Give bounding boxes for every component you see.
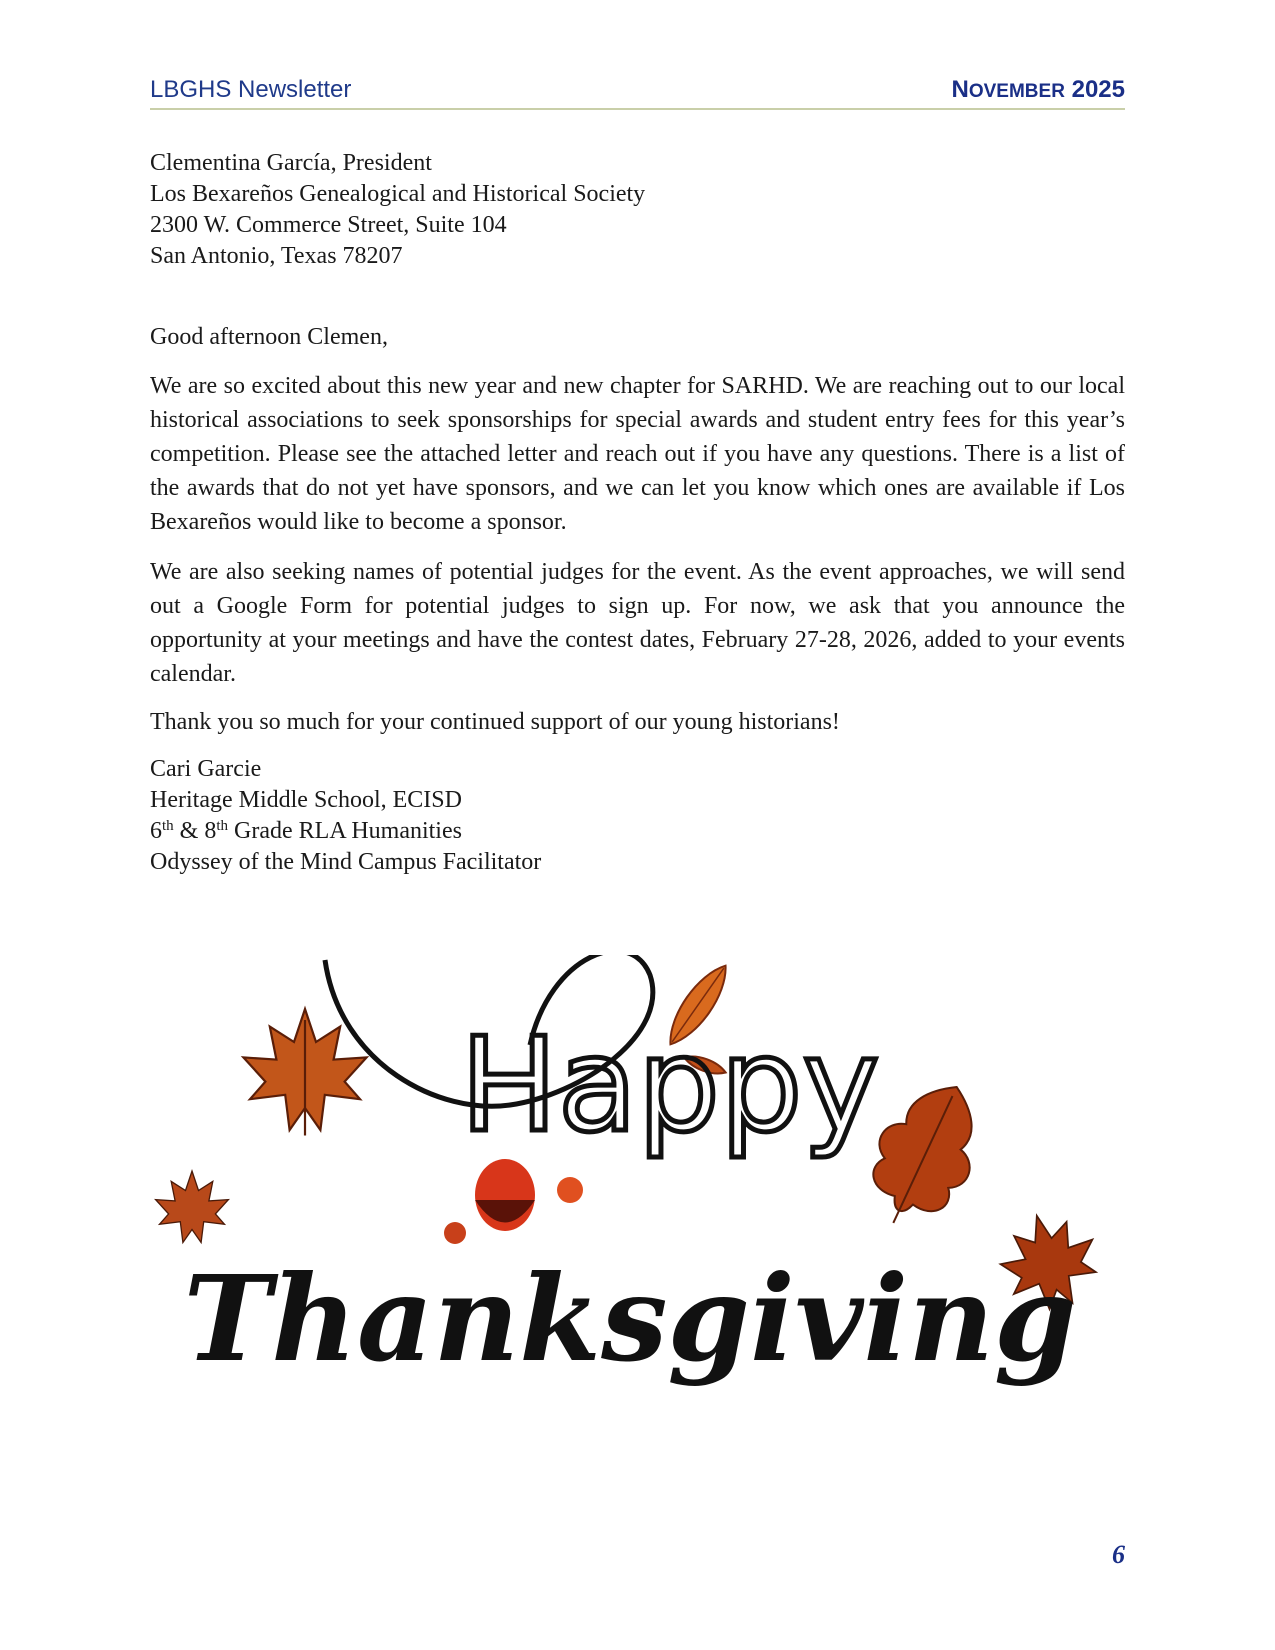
salutation: Good afternoon Clemen, [150,324,388,350]
small-maple-leaf-icon [156,1171,229,1243]
paragraph-sponsorship: We are so excited about this new year and new chapter for SARHD. We are reaching out to our local historical associations to seek sponsorships for special awards and student entry fees for this year’s competition. Please see the attached letter and reach out if you have any questions. There is a list of the awards that do not yet have sponsors, and we can let you know which ones are available if Los Bexareños would like to become a sponsor. [150,373,1125,535]
address-line: Clementina García, President [150,150,432,176]
signer-grades: 6th & 8th Grade RLA Humanities [150,818,462,844]
letter-body [150,148,1125,878]
address-line: San Antonio, Texas 78207 [150,243,403,269]
closing-thanks: Thank you so much for your continued support of our young historians! [150,709,840,735]
happy-thanksgiving-illustration [150,955,1125,1455]
page-number: 6 [1112,1540,1125,1569]
issue-date: NOVEMBER 2025 [951,76,1125,103]
address-line: Los Bexareños Genealogical and Historical Society [150,181,646,207]
address-line: 2300 W. Commerce Street, Suite 104 [150,212,507,238]
happy-lettering: Happy [460,1009,880,1161]
newsletter-header [150,74,1125,110]
signature-block [150,754,1125,878]
signer-name: Cari Garcie [150,756,262,782]
recipient-address [150,148,1125,272]
berries-icon [444,1159,583,1244]
thanksgiving-lettering: Thanksgiving [183,1249,1077,1388]
signer-school: Heritage Middle School, ECISD [150,787,462,813]
paragraph-judges: We are also seeking names of potential judges for the event. As the event approaches, we will send out a Google Form for potential judges to sign up. For now, we ask that you announce the opportunity at your meetings and have the contest dates, February 27-28, 2026, added to your events calendar. [150,559,1125,687]
signer-role: Odyssey of the Mind Campus Facilitator [150,849,542,875]
newsletter-title: LBGHS Newsletter [150,76,352,103]
